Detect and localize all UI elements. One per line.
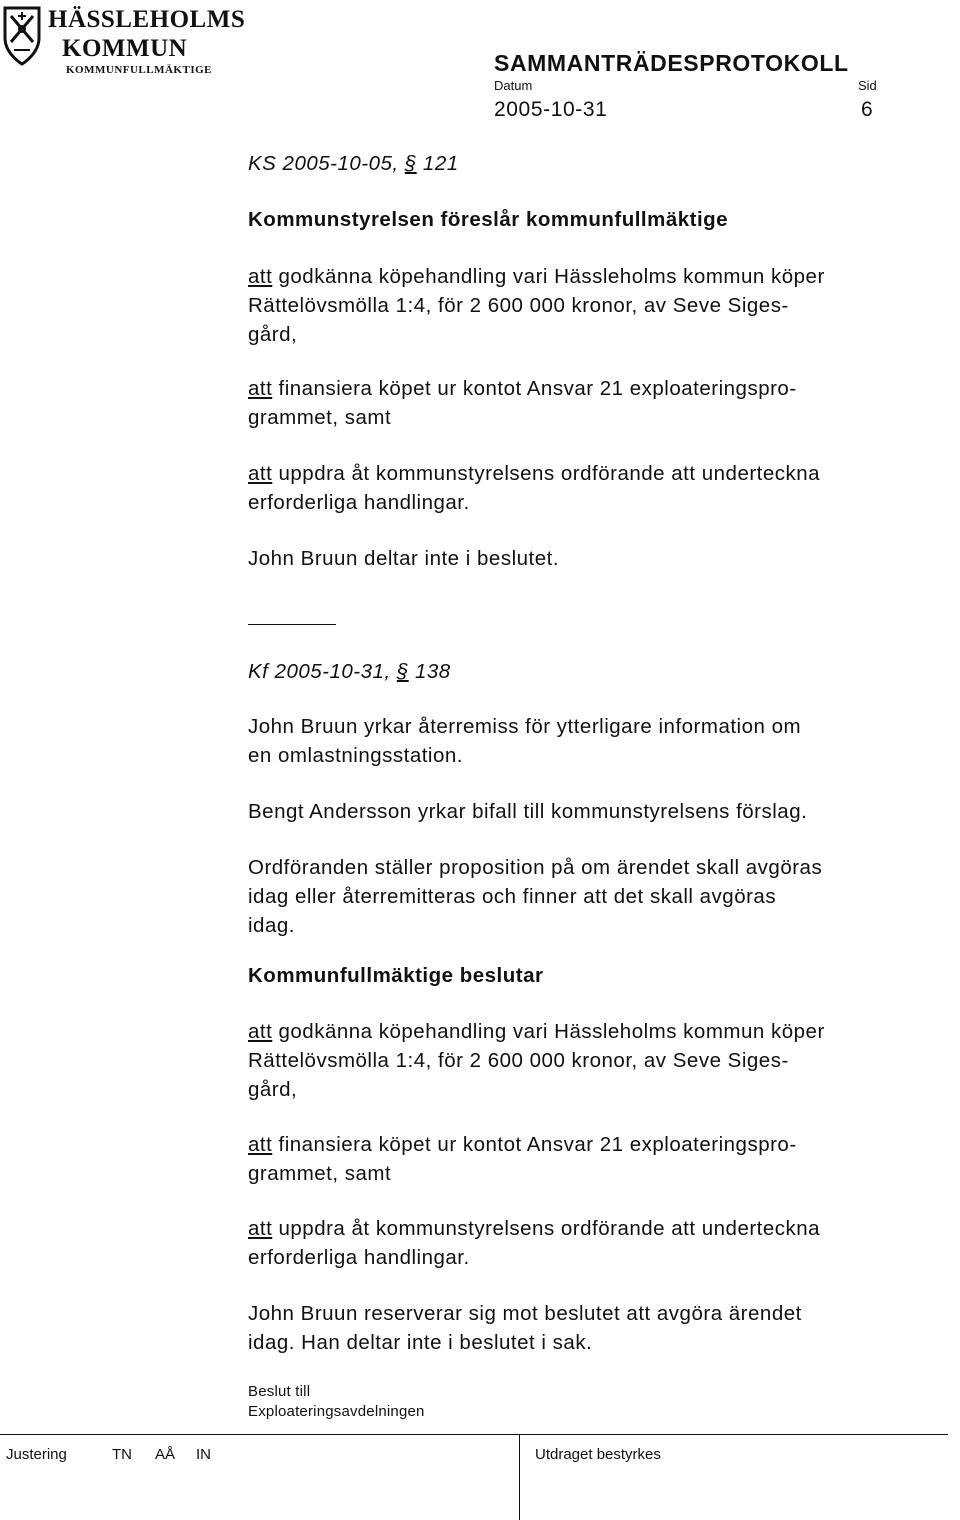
distribution [248,1382,960,1422]
page-number: 6 [861,98,873,121]
kf-paragraph-2: Bengt Andersson yrkar bifall till kommunstyrelsens förslag. [248,800,808,823]
justering-initials-1: TN [112,1446,132,1463]
kf-heading: Kommunfullmäktige beslutar [248,964,544,987]
page-label: Sid [858,78,877,93]
ks-proposal-2: att finansiera köpet ur kontot Ansvar 21 exploateringspro- grammet, samt [248,377,797,429]
date-label: Datum [494,78,533,93]
kf-paragraph-1: John Bruun yrkar återremiss för ytterligare information om en omlastningsstation. [248,715,802,767]
ks-note: John Bruun deltar inte i beslutet. [248,547,560,570]
document-title: SAMMANTRÄDESPROTOKOLL [494,50,849,76]
kf-decision-3: att uppdra åt kommunstyrelsens ordförande att underteckna erforderliga handlingar. [248,1217,821,1269]
ks-reference: KS 2005-10-05, § 121 [248,152,459,175]
justering-initials-2: AÅ [155,1446,176,1463]
footer-divider [519,1434,520,1520]
kf-decision-2: att finansiera köpet ur kontot Ansvar 21 exploateringspro- grammet, samt [248,1133,797,1185]
footer-rule [0,1434,948,1435]
logo-kommun: KOMMUN [62,35,188,62]
kf-decision-1: att godkänna köpehandling vari Hässleholms kommun köper Rättelövsmölla 1:4, för 2 600 000 kronor, av Seve Siges- gård, [248,1020,825,1101]
municipality-logo [2,2,246,82]
logo-body-name: KOMMUNFULLMÄKTIGE [66,64,212,76]
justering-initials-3: IN [196,1446,211,1463]
kf-reference: Kf 2005-10-31, § 138 [248,660,451,683]
ks-proposal-3: att uppdra åt kommunstyrelsens ordförande att underteckna erforderliga handlingar. [248,462,821,514]
certified-label: Utdraget bestyrkes [535,1446,661,1463]
distribution-recipient: Exploateringsavdelningen [248,1403,425,1420]
distribution-label: Beslut till [248,1383,311,1400]
ks-proposal-1: att godkänna köpehandling vari Hässleholms kommun köper Rättelövsmölla 1:4, för 2 600 000 kronor, av Seve Siges- gård, [248,265,825,346]
kf-paragraph-3: Ordföranden ställer proposition på om ärendet skall avgöras idag eller återremitteras och finner att det skall avgöras idag. [248,856,823,937]
kf-reservation: John Bruun reserverar sig mot beslutet att avgöra ärendet idag. Han deltar inte i beslutet i sak. [248,1302,802,1354]
section-separator [248,624,336,625]
ks-heading: Kommunstyrelsen föreslår kommunfullmäktige [248,208,729,231]
logo-municipality-name: HÄSSLEHOLMS [48,6,246,33]
municipal-coat-of-arms-icon [2,2,42,72]
meeting-date: 2005-10-31 [494,98,608,121]
justering-label: Justering [6,1446,67,1463]
